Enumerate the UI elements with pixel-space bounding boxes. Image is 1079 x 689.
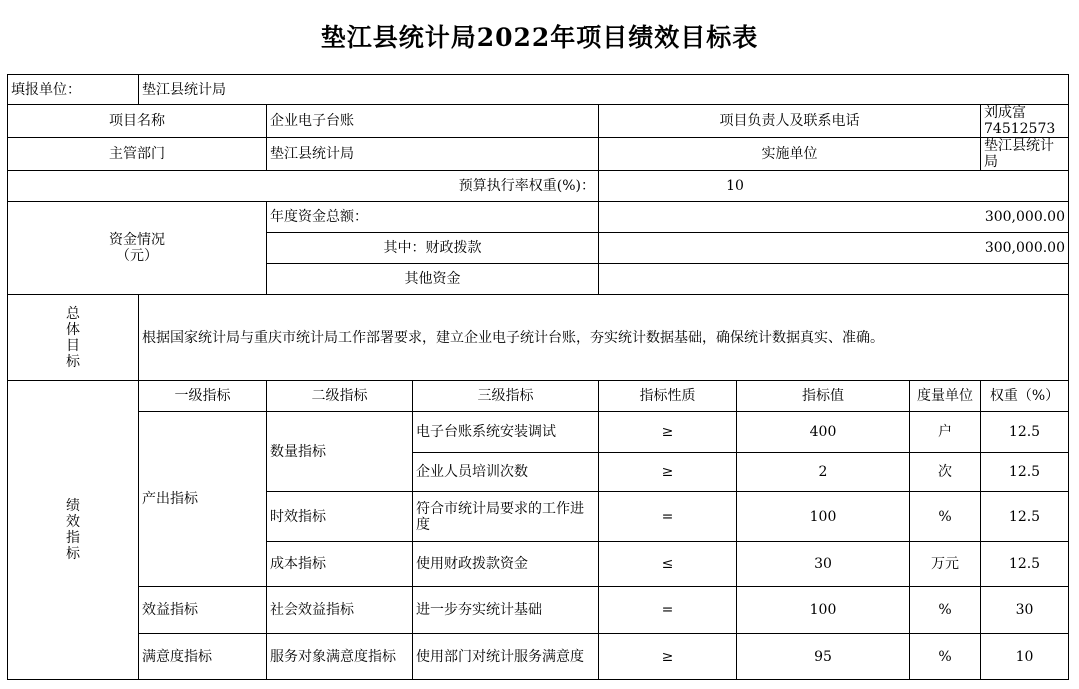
row-weight: 30 [981,587,1069,634]
project-name-value: 企业电子台账 [267,105,599,138]
page-title: 垫江县统计局2022年项目绩效目标表 [320,23,759,52]
row-item: 符合市统计局要求的工作进度 [413,492,599,542]
level2-quantity: 数量指标 [267,412,413,492]
level2-service: 服务对象满意度指标 [267,634,413,680]
project-name-label: 项目名称 [8,105,267,138]
row-value: 2 [737,453,910,492]
contact-label: 项目负责人及联系电话 [599,105,981,138]
header-level2: 二级指标 [267,381,413,412]
row-nature: = [599,587,737,634]
funds-total-label: 年度资金总额： [267,202,599,233]
funds-total-value: 300,000.00 [599,202,1069,233]
row-weight: 12.5 [981,453,1069,492]
impl-label: 实施单位 [599,138,981,171]
row-item: 电子台账系统安装调试 [413,412,599,453]
row-nature: ≤ [599,542,737,587]
row-weight: 12.5 [981,542,1069,587]
level2-social: 社会效益指标 [267,587,413,634]
level2-cost: 成本指标 [267,542,413,587]
row-item: 使用部门对统计服务满意度 [413,634,599,680]
table-row [8,587,1069,634]
row-item: 企业人员培训次数 [413,453,599,492]
row-nature: = [599,492,737,542]
table-row [8,634,1069,680]
overall-goal-text: 根据国家统计局与重庆市统计局工作部署要求，建立企业电子统计台账，夯实统计数据基础，确保统计数据真实、准确。 [139,295,1069,381]
filler-value: 垫江县统计局 [139,75,1069,105]
impl-value: 垫江县统计局 [981,138,1069,171]
row-nature: ≥ [599,453,737,492]
dept-label: 主管部门 [8,138,267,171]
funds-other-label: 其他资金 [267,264,599,295]
performance-indicator-label: 绩 效 指 标 [8,381,139,680]
row-value: 100 [737,587,910,634]
header-level3: 三级指标 [413,381,599,412]
row-weight: 12.5 [981,492,1069,542]
header-value: 指标值 [737,381,910,412]
row-unit: 万元 [910,542,981,587]
funds-fiscal-value: 300,000.00 [599,233,1069,264]
row-weight: 12.5 [981,412,1069,453]
overall-goal-label: 总 体 目 标 [8,295,139,381]
funds-other-value [599,264,1069,295]
row-nature: ≥ [599,412,737,453]
row-unit: % [910,634,981,680]
row-value: 95 [737,634,910,680]
header-level1: 一级指标 [139,381,267,412]
level1-benefit: 效益指标 [139,587,267,634]
row-weight: 10 [981,634,1069,680]
funds-label [8,202,267,295]
funds-fiscal-label: 其中：财政拨款 [267,233,599,264]
row-unit: % [910,492,981,542]
header-nature: 指标性质 [599,381,737,412]
contact-value: 刘成富 74512573 [981,105,1069,138]
filler-label: 填报单位： [8,75,139,105]
funds-label-line1: 资金情况 [109,232,165,248]
table-row [8,412,1069,453]
row-nature: ≥ [599,634,737,680]
header-unit: 度量单位 [910,381,981,412]
row-value: 100 [737,492,910,542]
level1-output: 产出指标 [139,412,267,587]
budget-weight-label: 预算执行率权重(%)： [8,171,599,202]
header-weight: 权重（%） [981,381,1069,412]
performance-target-table [7,74,1069,680]
row-value: 400 [737,412,910,453]
row-item: 使用财政拨款资金 [413,542,599,587]
row-unit: 次 [910,453,981,492]
level2-timeliness: 时效指标 [267,492,413,542]
row-value: 30 [737,542,910,587]
row-unit: 户 [910,412,981,453]
dept-value: 垫江县统计局 [267,138,599,171]
row-item: 进一步夯实统计基础 [413,587,599,634]
level1-satisfaction: 满意度指标 [139,634,267,680]
row-unit: % [910,587,981,634]
budget-weight-value: 10 [599,171,1069,202]
funds-label-line2: （元） [116,248,158,264]
